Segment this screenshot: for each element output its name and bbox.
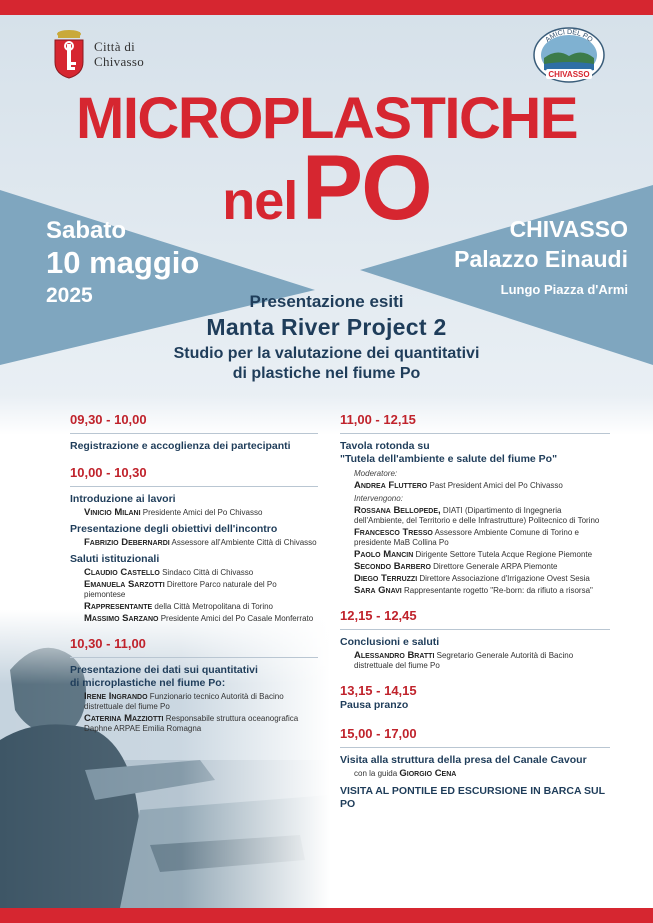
program-left-column (70, 412, 318, 736)
speaker-role: Presidente Amici del Po Casale Monferrato (160, 614, 314, 623)
speaker (340, 506, 610, 526)
project-name: Manta River Project 2 (206, 314, 447, 340)
speaker-name: Sara Gnavi (354, 585, 402, 596)
title-nel: nel (222, 171, 298, 231)
speaker-role: Assessore Ambiente Comune di Torino e presidente MaB Collina Po (354, 528, 579, 547)
speaker-role: Assessore all'Ambiente Città di Chivasso (171, 538, 317, 547)
speaker-name: Fabrizio Debernardi (84, 537, 170, 548)
event-year: 2025 (46, 284, 93, 307)
time-slot: 12,15 - 12,45 (340, 608, 417, 623)
speaker-name: Secondo Barbero (354, 561, 431, 572)
place-venue: Palazzo Einaudi (454, 246, 628, 272)
speaker-role: Rappresentante rogetto "Re-born: da rifiuto a risorsa" (403, 586, 593, 595)
speaker-role: Segretario Generale Autorità di Bacino distrettuale del fiume Po (354, 651, 574, 670)
time-slot: 15,00 - 17,00 (340, 726, 417, 741)
city-name-line1: Città di (94, 39, 136, 54)
session-title: Presentazione degli obiettivi dell'incontro (70, 523, 278, 535)
place-address: Lungo Piazza d'Armi (500, 282, 628, 297)
session-title: Visita alla struttura della presa del Canale Cavour (340, 754, 587, 766)
speaker (70, 568, 318, 578)
top-red-bar (0, 0, 653, 15)
divider (340, 433, 610, 434)
session-title: Pausa pranzo (340, 699, 409, 711)
speaker-name: Diego Terruzzi (354, 573, 418, 584)
time-slot: 10,00 - 10,30 (70, 465, 147, 480)
speaker-name: Irene Ingrando (84, 691, 148, 702)
speaker-name: Claudio Castello (84, 567, 160, 578)
speaker-role: Past President Amici del Po Chivasso (429, 481, 563, 490)
divider (70, 433, 318, 434)
speaker-name: Vinicio Milani (84, 507, 141, 518)
guide-prefix: con la guida (354, 769, 398, 778)
speaker-name: Emanuela Sarzotti (84, 579, 165, 590)
speaker-role: DIATI (Dipartimento di Ingegneria dell'Ambiente, del Territorio e delle Infrastrutture) Politecnico di Torino (354, 506, 600, 525)
speaker (70, 692, 318, 712)
speaker-name: Caterina Mazziotti (84, 713, 164, 724)
session-title: Presentazione dei dati sui quantitativi (70, 664, 258, 676)
city-name-line2: Chivasso (94, 54, 145, 69)
speaker-name: Andrea Fluttero (354, 480, 428, 491)
event-day: Sabato (46, 217, 127, 244)
divider (70, 657, 318, 658)
place-city: CHIVASSO (509, 216, 628, 242)
speaker (340, 481, 610, 491)
amici-del-po-logo (532, 26, 606, 84)
speaker-role: Sindaco Città di Chivasso (162, 568, 254, 577)
speaker-name: Alessandro Bratti (354, 650, 435, 661)
city-logo (52, 28, 144, 80)
time-slot: 13,15 - 14,15 (340, 683, 417, 698)
speakers-label: Intervengono: (354, 494, 403, 503)
title-po: PO (301, 137, 431, 239)
speaker-name: Rossana Bellopede, (354, 505, 441, 516)
speaker (340, 574, 610, 584)
bottom-red-bar (0, 908, 653, 923)
main-title: MICROPLASTICHE (76, 86, 577, 151)
divider (340, 747, 610, 748)
speaker (340, 550, 610, 560)
amici-logo-text-bottom: CHIVASSO (548, 70, 590, 79)
study-line1: Studio per la valutazione dei quantitativi (173, 345, 480, 362)
speaker-role: Dirigente Settore Tutela Acque Regione Piemonte (415, 550, 593, 559)
speaker-role: della Città Metropolitana di Torino (154, 602, 274, 611)
study-line2: di plastiche nel fiume Po (232, 365, 421, 382)
program-right-column (340, 412, 610, 811)
guide-name: Giorgio Cena (399, 768, 457, 779)
speaker-role: Direttore Associazione d'Irrigazione Ovest Sesia (419, 574, 590, 583)
event-date-text: 10 maggio (46, 245, 200, 280)
city-crest-icon (52, 28, 86, 80)
speaker-name: Massimo Sarzano (84, 613, 159, 624)
session-title: "Tutela dell'ambiente e salute del fiume Po" (340, 453, 558, 465)
divider (70, 486, 318, 487)
speaker (70, 508, 318, 518)
speaker (340, 528, 610, 548)
presentation-label: Presentazione esiti (249, 292, 404, 311)
divider (340, 629, 610, 630)
boat-excursion-note: VISITA AL PONTILE ED ESCURSIONE IN BARCA SUL PO (340, 785, 605, 810)
speaker (340, 586, 610, 596)
amici-logo-text-top: AMICI DEL PO (544, 28, 594, 44)
speaker (70, 538, 318, 548)
speaker (70, 602, 318, 612)
speaker-role: Presidente Amici del Po Chivasso (142, 508, 263, 517)
session-title: Tavola rotonda su (340, 440, 430, 452)
presentation-block (0, 291, 653, 384)
session-title: di microplastiche nel fiume Po: (70, 677, 226, 689)
speaker-role: Direttore Generale ARPA Piemonte (433, 562, 558, 571)
guide (340, 769, 610, 779)
event-place (454, 214, 628, 302)
session-title: Introduzione ai lavori (70, 493, 176, 505)
speaker-name: Francesco Tresso (354, 527, 433, 538)
session-title: Saluti istituzionali (70, 553, 160, 565)
moderator-label: Moderatore: (354, 469, 398, 478)
speaker-role: Responsabile struttura oceanografica Daphne ARPAE Emilia Romagna (84, 714, 299, 733)
speaker (340, 651, 610, 671)
speaker-name: Paolo Mancin (354, 549, 414, 560)
time-slot: 11,00 - 12,15 (340, 412, 416, 427)
speaker-role: Direttore Parco naturale del Po piemontese (84, 580, 277, 599)
session-title: Registrazione e accoglienza dei partecipanti (70, 440, 291, 452)
speaker (340, 562, 610, 572)
speaker-name: Rappresentante (84, 601, 153, 612)
session-title: Conclusioni e saluti (340, 636, 440, 648)
speaker (70, 714, 318, 734)
time-slot: 10,30 - 11,00 (70, 636, 146, 651)
speaker (70, 614, 318, 624)
speaker (70, 580, 318, 600)
speaker-role: Funzionario tecnico Autorità di Bacino distrettuale del fiume Po (84, 692, 284, 711)
time-slot: 09,30 - 10,00 (70, 412, 147, 427)
